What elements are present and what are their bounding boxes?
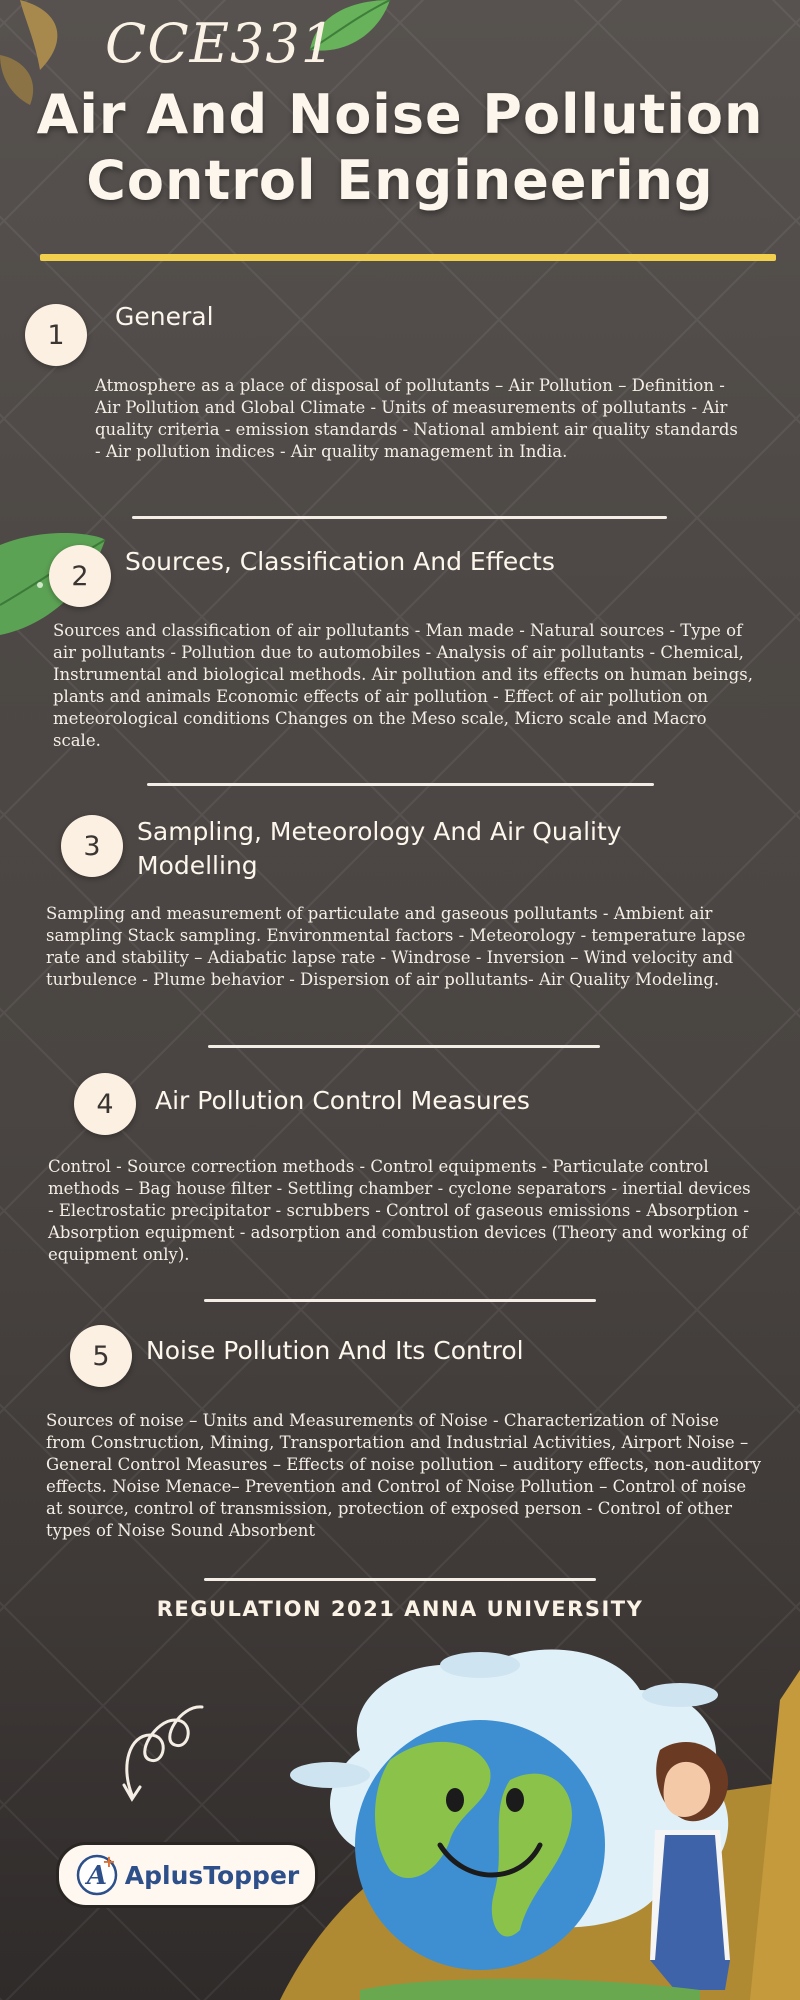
title-line-1: Air And Noise Pollution [36, 83, 764, 146]
section-divider [208, 1045, 600, 1048]
section-body: Control - Source correction methods - Control equipments - Particulate control methods – Bag house filter - Settling chamber - cyclone separators - inertial devices - Electrostatic precipitator - scrubbers - Control of gaseous emissions - Absorption - Absorption equipment - adsorption and combustion devices (Theory and working of equipment only). [48, 1157, 751, 1264]
title-underline [40, 254, 776, 261]
section-number-badge: 4 [74, 1073, 136, 1135]
curly-arrow-icon [110, 1695, 210, 1805]
section-heading: General [115, 302, 214, 331]
section-divider [204, 1578, 596, 1581]
section-body: Sampling and measurement of particulate and gaseous pollutants - Ambient air sampling Stack sampling. Environmental factors - Meteorology - temperature lapse rate and stability – Adiabatic lapse rate - Windrose - Inversion – Wind velocity and turbulence - Plume behavior - Dispersion of air pollutants- Air Quality Modeling. [46, 904, 746, 989]
section-body: Sources and classification of air pollutants - Man made - Natural sources - Type of air pollutants - Pollution due to automobiles - Analysis of air pollutants - Chemical, Instrumental and biological methods. Air pollution and its effects on human beings, plants and animals Economic effects of air pollution - Effect of air pollution on meteorological conditions Changes on the Meso scale, Micro scale and Macro scale. [53, 621, 753, 750]
section-number-badge: 3 [61, 815, 123, 877]
brand-logo[interactable] [56, 1842, 318, 1908]
section-heading: Sources, Classification And Effects [125, 547, 555, 576]
logo-text: AplusTopper [124, 1860, 300, 1890]
section-heading: Noise Pollution And Its Control [146, 1336, 524, 1365]
page-title [20, 82, 780, 214]
footer-regulation: REGULATION 2021 ANNA UNIVERSITY [156, 1597, 644, 1621]
section-heading: Sampling, Meteorology And Air Quality Modelling [137, 817, 622, 880]
section-divider [132, 516, 667, 519]
section-divider [147, 783, 654, 786]
section-divider [204, 1299, 596, 1302]
section-body: Atmosphere as a place of disposal of pollutants – Air Pollution – Definition - Air Pollution and Global Climate - Units of measurements of pollutants - Air quality criteria - emission standards - National ambient air quality standards - Air pollution indices - Air quality management in India. [95, 376, 738, 461]
earth-hug-illustration [280, 1630, 800, 2000]
section-heading: Air Pollution Control Measures [155, 1086, 530, 1115]
section-number-badge: 1 [25, 304, 87, 366]
section-number-badge: 2 [49, 545, 111, 607]
svg-text:+: + [102, 1853, 116, 1871]
title-line-2: Control Engineering [86, 149, 714, 212]
section-body: Sources of noise – Units and Measurements of Noise - Characterization of Noise from Construction, Mining, Transportation and Industrial Activities, Airport Noise – General Control Measures – Effects of noise pollution – auditory effects, non-auditory effects. Noise Menace– Prevention and Control of Noise Pollution – Control of noise at source, control of transmission, protection of exposed person - Control of other types of Noise Sound Absorbent [46, 1411, 762, 1540]
course-code: CCE331 [105, 12, 337, 75]
svg-text:A: A [86, 1861, 107, 1891]
section-number-badge: 5 [70, 1325, 132, 1387]
logo-mark-icon [75, 1853, 119, 1897]
